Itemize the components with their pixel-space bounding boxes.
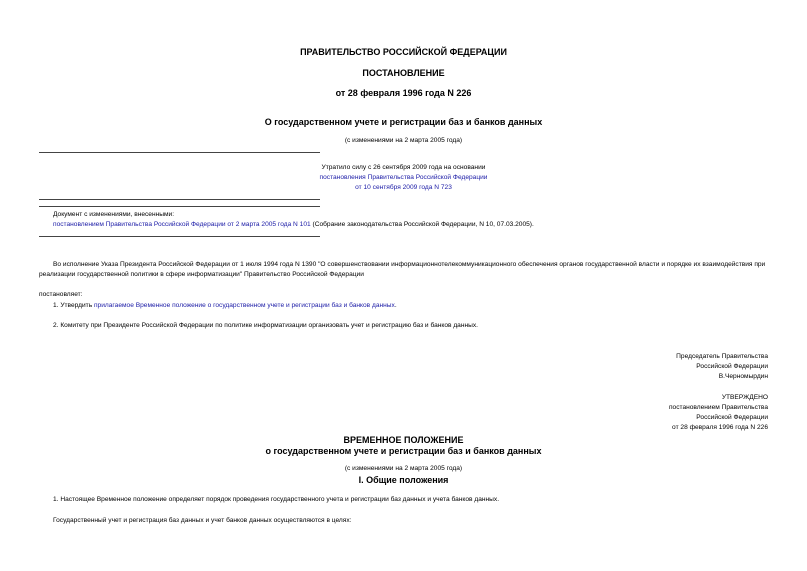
expired-link-date[interactable]: от 10 сентября 2009 года N 723	[355, 184, 452, 191]
expired-note: Утратило силу с 26 сентября 2009 года на основании	[321, 164, 486, 171]
signature-country: Российской Федерации	[696, 363, 768, 370]
regulation-paragraph-1: 1. Настоящее Временное положение определяет порядок проведения государственного учета и регистрации баз данных и учета банков данных.	[53, 496, 500, 503]
preamble-paragraph: Во исполнение Указа Президента Российской Федерации от 1 июля 1994 года N 1390 "О совершенствовании информационнотелекоммуникационного обеспечения органов государственной власти и порядке их взаимодействия при реализации государственной политики в сфере информатизации" Правительство Российской Федерации	[39, 261, 766, 278]
divider	[39, 152, 320, 153]
regulation-title: ВРЕМЕННОЕ ПОЛОЖЕНИЕ	[343, 435, 464, 445]
regulation-subtitle: о государственном учете и регистрации баз и банков данных	[265, 446, 542, 456]
approved-by: постановлением Правительства	[668, 404, 768, 411]
regulation-paragraph-2: Государственный учет и регистрация баз данных и учет банков данных осуществляются в целях:	[53, 517, 352, 524]
changes-label: Документ с изменениями, внесенными:	[53, 211, 175, 218]
divider	[39, 206, 320, 207]
regulation-link[interactable]: прилагаемое Временное положение о государственном учете и регистрации баз и банков данных	[93, 302, 395, 309]
decrees-word: постановляет:	[39, 291, 83, 298]
amendments-note: (с изменениями на 2 марта 2005 года)	[344, 137, 463, 144]
approved-country: Российской Федерации	[696, 414, 768, 421]
document-type: ПОСТАНОВЛЕНИЕ	[362, 68, 445, 78]
signature-position: Председатель Правительства	[676, 353, 768, 360]
signature-name: В.Черномырдин	[718, 373, 768, 380]
regulation-amendments: (с изменениями на 2 марта 2005 года)	[344, 465, 463, 472]
expired-link-line-1[interactable]	[0, 174, 807, 181]
item-1-suffix: .	[394, 302, 397, 309]
item-2: 2. Комитету при Президенте Российской Федерации по политике информатизации организовать учет и регистрацию баз и банков данных.	[53, 322, 479, 329]
item-1-prefix: 1. Утвердить	[53, 302, 94, 309]
divider	[39, 199, 320, 200]
document-title: О государственном учете и регистрации баз и банков данных	[264, 117, 543, 127]
approved-label: УТВЕРЖДЕНО	[721, 394, 768, 401]
changes-source: (Собрание законодательства Российской Федерации, N 10, 07.03.2005).	[310, 221, 534, 228]
document-date-number: от 28 февраля 1996 года N 226	[335, 88, 472, 98]
changes-line	[53, 221, 534, 228]
expired-link-line-2[interactable]	[0, 184, 807, 191]
divider	[39, 236, 320, 237]
section-heading: I. Общие положения	[358, 475, 449, 485]
changes-link[interactable]: постановлением Правительства Российской Федерации от 2 марта 2005 года N 101	[53, 221, 311, 228]
government-name: ПРАВИТЕЛЬСТВО РОССИЙСКОЙ ФЕДЕРАЦИИ	[300, 47, 507, 57]
expired-link-resolution[interactable]: постановления Правительства Российской Федерации	[319, 174, 488, 181]
item-1	[53, 302, 397, 309]
approved-date: от 28 февраля 1996 года N 226	[672, 424, 768, 431]
